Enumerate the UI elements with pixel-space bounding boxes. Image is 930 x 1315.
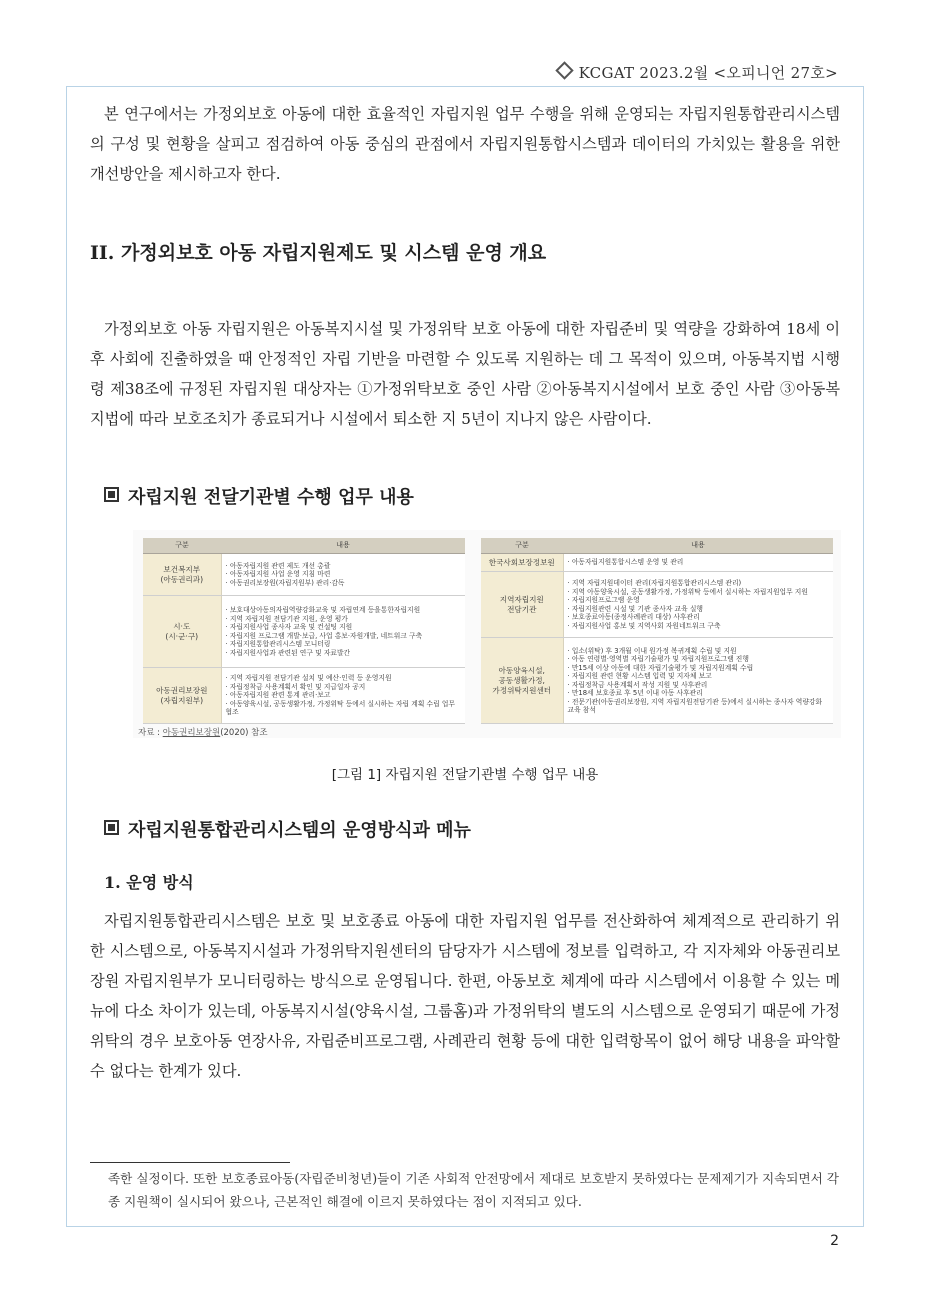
table-row bbox=[143, 668, 465, 724]
figure-caption: [그림 1] 자립지원 전달기관별 수행 업무 내용 bbox=[331, 767, 599, 783]
row-label: 지역자립지원 전담기관 bbox=[481, 572, 563, 638]
row-content: · 보호대상아동의자립역량강화교육 및 자립연계 등을통한자립지원 · 지역 자립지원 전담기관 지원, 운영 평가 · 자립지원사업 종사자 교육 및 컨설팅 지원 · 자립지원 프로그램 개발·보급, 사업 홍보·자원개발, 네트워크 구축 · 자립지원통합관리시스템 모니터링 · 자립지원사업과 관련된 연구 및 자료발간 bbox=[221, 596, 465, 668]
square-bullet-icon bbox=[104, 487, 119, 502]
running-header bbox=[558, 62, 838, 83]
table-header: 내용 bbox=[221, 538, 465, 554]
row-label: 아동권리보장원 (자립지원부) bbox=[143, 668, 221, 724]
subsection-title-text: 자립지원통합관리시스템의 운영방식과 메뉴 bbox=[128, 820, 471, 841]
subsection-title-delivery bbox=[104, 483, 414, 509]
row-label: 시·도 (시·군·구) bbox=[143, 596, 221, 668]
row-label: 아동양육시설, 공동생활가정, 가정위탁지원센터 bbox=[481, 638, 563, 724]
subsection-title-system bbox=[104, 816, 471, 842]
right-table bbox=[481, 538, 833, 724]
operation-paragraph bbox=[90, 906, 840, 1086]
row-label: 한국사회보장정보원 bbox=[481, 554, 563, 572]
overview-text: 가정외보호 아동 자립지원은 아동복지시설 및 가정위탁 보호 아동에 대한 자립준비 및 역량을 강화하여 18세 이후 사회에 진출하였을 때 안정적인 자립 기반을 마련할 수 있도록 지원하는 데 그 목적이 있으며, 아동복지법 시행령 제38조에 규정된 자립지원 대상자는 ①가정위탁보호 중인 사람 ②아동복지시설에서 보호 중인 사람 ③아동복지법에 따라 보호조치가 종료되거나 시설에서 퇴소한 지 5년이 지나지 않은 사람이다. bbox=[90, 320, 840, 428]
source-org: 아동권리보장원 bbox=[162, 728, 221, 738]
header-text: KCGAT 2023.2월 <오피니언 27호> bbox=[578, 64, 838, 82]
table-row bbox=[143, 554, 465, 596]
table-row bbox=[481, 638, 833, 724]
operation-heading: 1. 운영 방식 bbox=[104, 873, 194, 892]
overview-paragraph bbox=[90, 314, 840, 434]
table-header: 구분 bbox=[143, 538, 221, 554]
figure-delivery-agencies bbox=[133, 530, 841, 738]
source-suffix: (2020) 참조 bbox=[220, 728, 268, 738]
left-table bbox=[143, 538, 465, 724]
figure-source bbox=[138, 726, 268, 738]
intro-text: 본 연구에서는 가정외보호 아동에 대한 효율적인 자립지원 업무 수행을 위해 운영되는 자립지원통합관리시스템의 구성 및 현황을 살피고 점검하여 아동 중심의 관점에서 자립지원통합시스템과 데이터의 가치있는 활용을 위한 개선방안을 제시하고자 한다. bbox=[90, 105, 840, 183]
table-header: 구분 bbox=[481, 538, 563, 554]
section-title: II. 가정외보호 아동 자립지원제도 및 시스템 운영 개요 bbox=[90, 242, 547, 264]
table-row bbox=[481, 554, 833, 572]
row-content: · 입소(위탁) 후 3개월 이내 원가정 복귀계획 수립 및 지원 · 아동 연령별·영역별 자립기술평가 및 자립지원프로그램 진행 · 만15세 이상 아동에 대한 자립기술평가 및 자립지원계획 수립 · 자립지원 관련 현황 시스템 입력 및 지자체 보고 · 자립정착금 사용계획서 작성 지원 및 사후관리 · 만18세 보호종료 후 5년 이내 아동 사후관리 · 전문기관(아동권리보장원, 지역 자립지원전담기관 등)에서 실시하는 종사자 역량강화 교육 참석 bbox=[563, 638, 833, 724]
intro-paragraph bbox=[90, 99, 840, 189]
row-content: · 지역 자립지원데이터 관리(자립지원통합관리시스템 관리) · 지역 아동양육시설, 공동생활가정, 가정위탁 등에서 실시하는 자립지원업무 지원 · 자립지원프로그램 운영 · 자립지원관련 시설 및 기관 종사자 교육 실행 · 보호종료아동(종정사례관리 대상) 사후관리 · 자립지원사업 홍보 및 지역사회 자원네트워크 구축 bbox=[563, 572, 833, 638]
row-content: · 아동자립지원 관련 제도 개선 총괄 · 아동자립지원 사업 운영 지침 마련 · 아동권리보장원(자립지원부) 관리·감독 bbox=[221, 554, 465, 596]
page-number: 2 bbox=[830, 1233, 839, 1249]
footnote-rule bbox=[90, 1162, 290, 1163]
table-header: 내용 bbox=[563, 538, 833, 554]
source-prefix: 자료 : bbox=[138, 728, 160, 738]
table-row bbox=[143, 596, 465, 668]
subsection-title-text: 자립지원 전달기관별 수행 업무 내용 bbox=[128, 487, 414, 508]
row-content: · 지역 자립지원 전담기관 설치 및 예산·인력 등 운영지원 · 자립정착금 사용계획서 확인 및 지급일자 공지 · 아동자립지원 관련 통계 관리·보고 · 아동양육시설, 공동생활가정, 가정위탁 등에서 실시하는 자립 계획 수립 업무협조 bbox=[221, 668, 465, 724]
row-label: 보건복지부 (아동권리과) bbox=[143, 554, 221, 596]
table-row bbox=[481, 572, 833, 638]
square-bullet-icon bbox=[104, 820, 119, 835]
diamond-icon bbox=[555, 61, 573, 79]
footnote: 족한 실정이다. 또한 보호종료아동(자립준비청년)들이 기존 사회적 안전망에서 제대로 보호받지 못하였다는 문제제기가 지속되면서 각종 지원책이 실시되어 왔으나, 근본적인 해결에 이르지 못하였다는 점이 지적되고 있다. bbox=[108, 1171, 839, 1209]
row-content: · 아동자립지원통합시스템 운영 및 관리 bbox=[563, 554, 833, 572]
operation-text: 자립지원통합관리시스템은 보호 및 보호종료 아동에 대한 자립지원 업무를 전산화하여 체계적으로 관리하기 위한 시스템으로, 아동복지시설과 가정위탁지원센터의 담당자가 시스템에 정보를 입력하고, 각 지자체와 아동권리보장원 자립지원부가 모니터링하는 방식으로 운영됩니다. 한편, 아동보호 체계에 따라 시스템에서 이용할 수 있는 메뉴에 다소 차이가 있는데, 아동복지시설(양육시설, 그룹홈)과 가정위탁의 별도의 시스템으로 운영되기 때문에 가정위탁의 경우 보호아동 연장사유, 자립준비프로그램, 사례관리 현황 등에 대한 입력항목이 없어 해당 내용을 파악할 수 없다는 한계가 있다. bbox=[90, 912, 840, 1080]
